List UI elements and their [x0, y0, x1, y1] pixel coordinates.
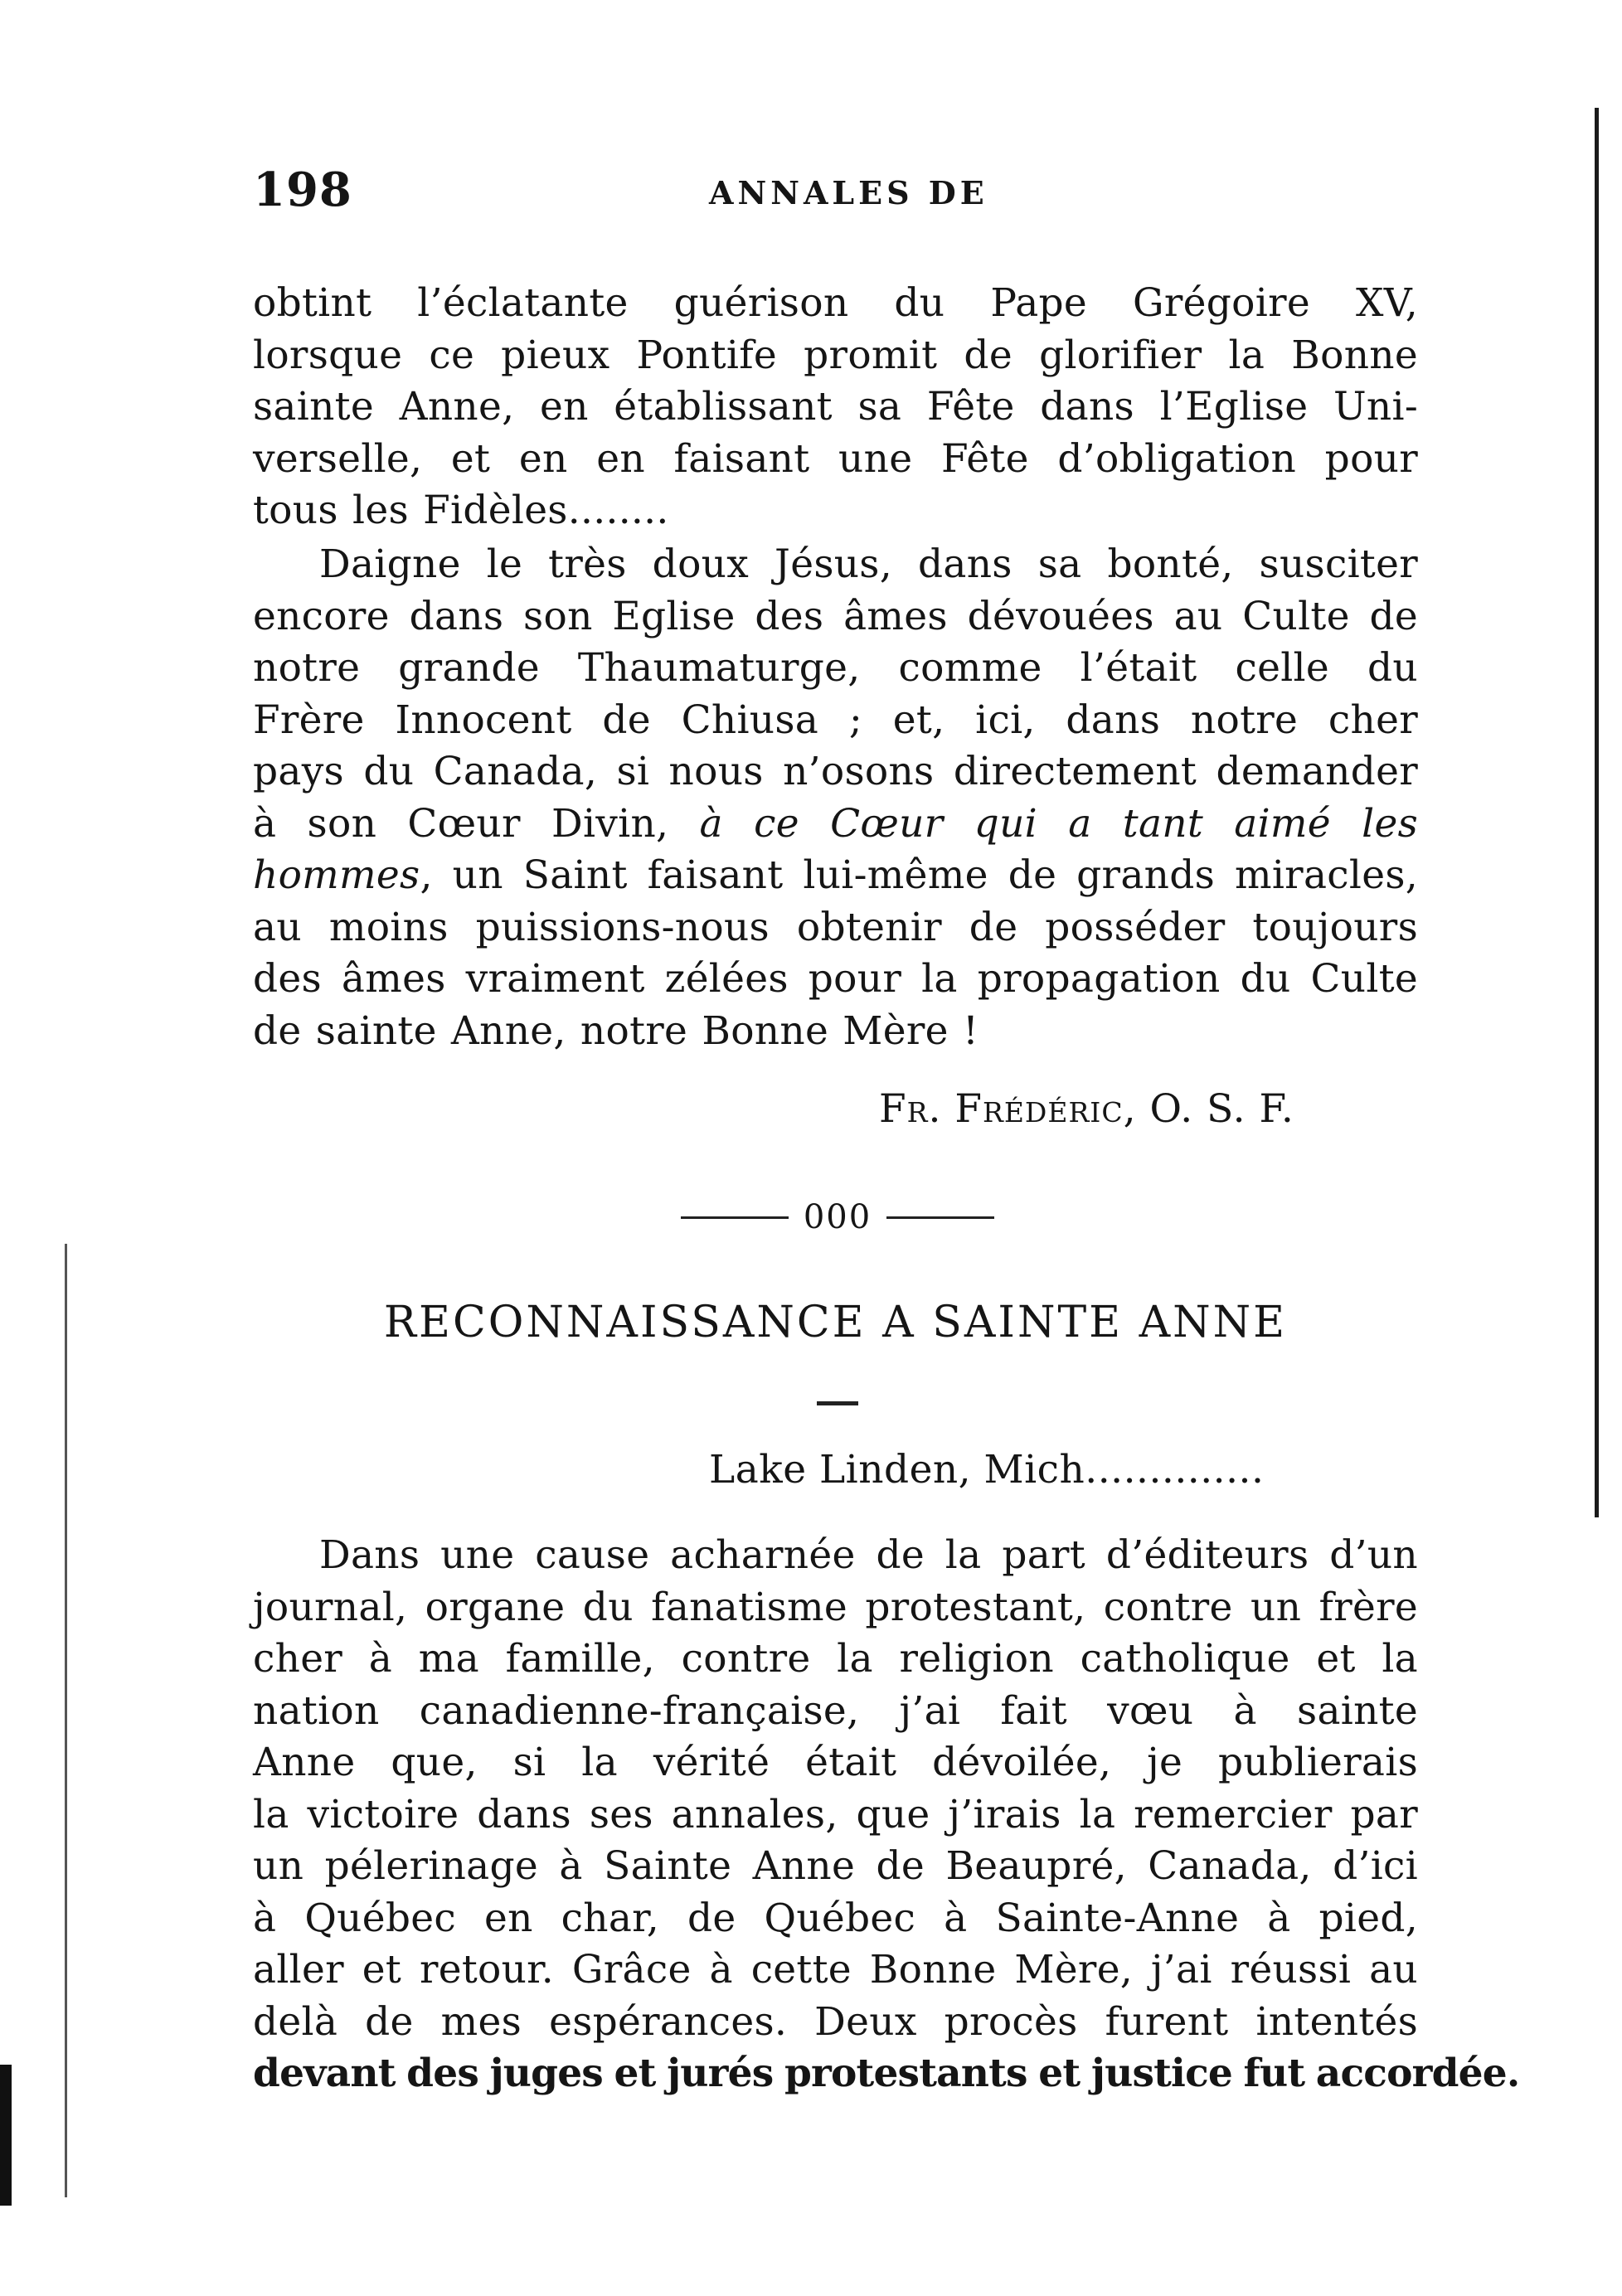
text-line: delà de mes espérances. Deux procès furent intentés	[253, 1998, 1418, 2045]
title-rule	[817, 1401, 858, 1405]
text-line: Frère Innocent de Chiusa ; et, ici, dans notre cher	[253, 697, 1418, 743]
text-line: devant des juges et jurés protestants et justice fut accordée.	[253, 2051, 1520, 2096]
article-body	[253, 1530, 1520, 2100]
italic-quote-end: hommes	[253, 852, 420, 898]
text-line: pays du Canada, si nous n’osons directement demander	[253, 749, 1418, 794]
signature-order: , O. S. F.	[1123, 1086, 1294, 1132]
italic-quote: à ce Cœur qui a tant aimé les	[699, 800, 1419, 847]
text-line: tous les Fidèles........	[253, 488, 669, 533]
text-line: Daigne le très doux Jésus, dans sa bonté, susciter	[319, 541, 1418, 587]
separator-rule-left	[681, 1216, 789, 1219]
text-line: cher à ma famille, contre la religion catholique et la	[253, 1636, 1418, 1682]
text-line: Dans une cause acharnée de la part d’éditeurs d’un	[319, 1532, 1418, 1578]
text-line: la victoire dans ses annales, que j’irais la remercier par	[253, 1791, 1418, 1837]
text-line: sainte Anne, en établissant sa Fête dans l’Eglise Uni-	[253, 384, 1418, 430]
running-head: ANNALES DE	[709, 174, 988, 211]
text-line: verselle, et en en faisant une Fête d’obligation pour	[253, 435, 1418, 482]
text-line: journal, organe du fanatisme protestant, contre un frère	[253, 1584, 1418, 1630]
page-number: 198	[253, 163, 352, 217]
separator-rule-right	[886, 1216, 994, 1219]
text-line: un pélerinage à Sainte Anne de Beaupré, Canada, d’ici	[253, 1843, 1418, 1889]
text-line-mixed	[253, 850, 1418, 902]
text-line: aller et retour. Grâce à cette Bonne Mère, j’ai réussi au	[253, 1947, 1418, 1993]
text-segment: à son Cœur Divin,	[253, 800, 700, 847]
page-header	[253, 163, 1414, 221]
signature-name: Frédéric	[954, 1086, 1124, 1132]
text-line: à Québec en char, de Québec à Sainte-Anne à pied,	[253, 1895, 1418, 1941]
paragraph-prayer	[253, 539, 1418, 1057]
text-segment: , un Saint faisant lui-même de grands miracles,	[420, 852, 1418, 898]
section-separator	[680, 1194, 995, 1235]
article-title: RECONNAISSANCE A SAINTE ANNE	[383, 1298, 1288, 1347]
scan-edge-mark-right	[1595, 108, 1599, 1517]
article-dateline: Lake Linden, Mich..............	[709, 1447, 1265, 1493]
text-line: des âmes vraiment zélées pour la propagation du Culte	[253, 956, 1418, 1002]
text-line: notre grande Thaumaturge, comme l’était celle du	[253, 645, 1418, 691]
text-line: au moins puissions-nous obtenir de posséder toujours	[253, 904, 1418, 950]
text-line: de sainte Anne, notre Bonne Mère !	[253, 1007, 979, 1054]
author-signature	[879, 1086, 1294, 1132]
text-line: lorsque ce pieux Pontife promit de glorifier la Bonne	[253, 332, 1418, 378]
paragraph-continuation	[253, 278, 1418, 537]
separator-mark: 000	[803, 1198, 872, 1236]
text-line: obtint l’éclatante guérison du Pape Grégoire XV,	[253, 280, 1418, 326]
scan-edge-mark-left	[0, 2065, 12, 2206]
scan-edge-line-left	[65, 1244, 67, 2197]
text-line-mixed	[253, 799, 1418, 851]
text-line: nation canadienne-française, j’ai fait vœu à sainte	[253, 1687, 1418, 1734]
text-line: Anne que, si la vérité était dévoilée, je publierais	[253, 1740, 1418, 1785]
text-line: encore dans son Eglise des âmes dévouées au Culte de	[253, 593, 1418, 639]
signature-title: Fr.	[879, 1086, 942, 1132]
